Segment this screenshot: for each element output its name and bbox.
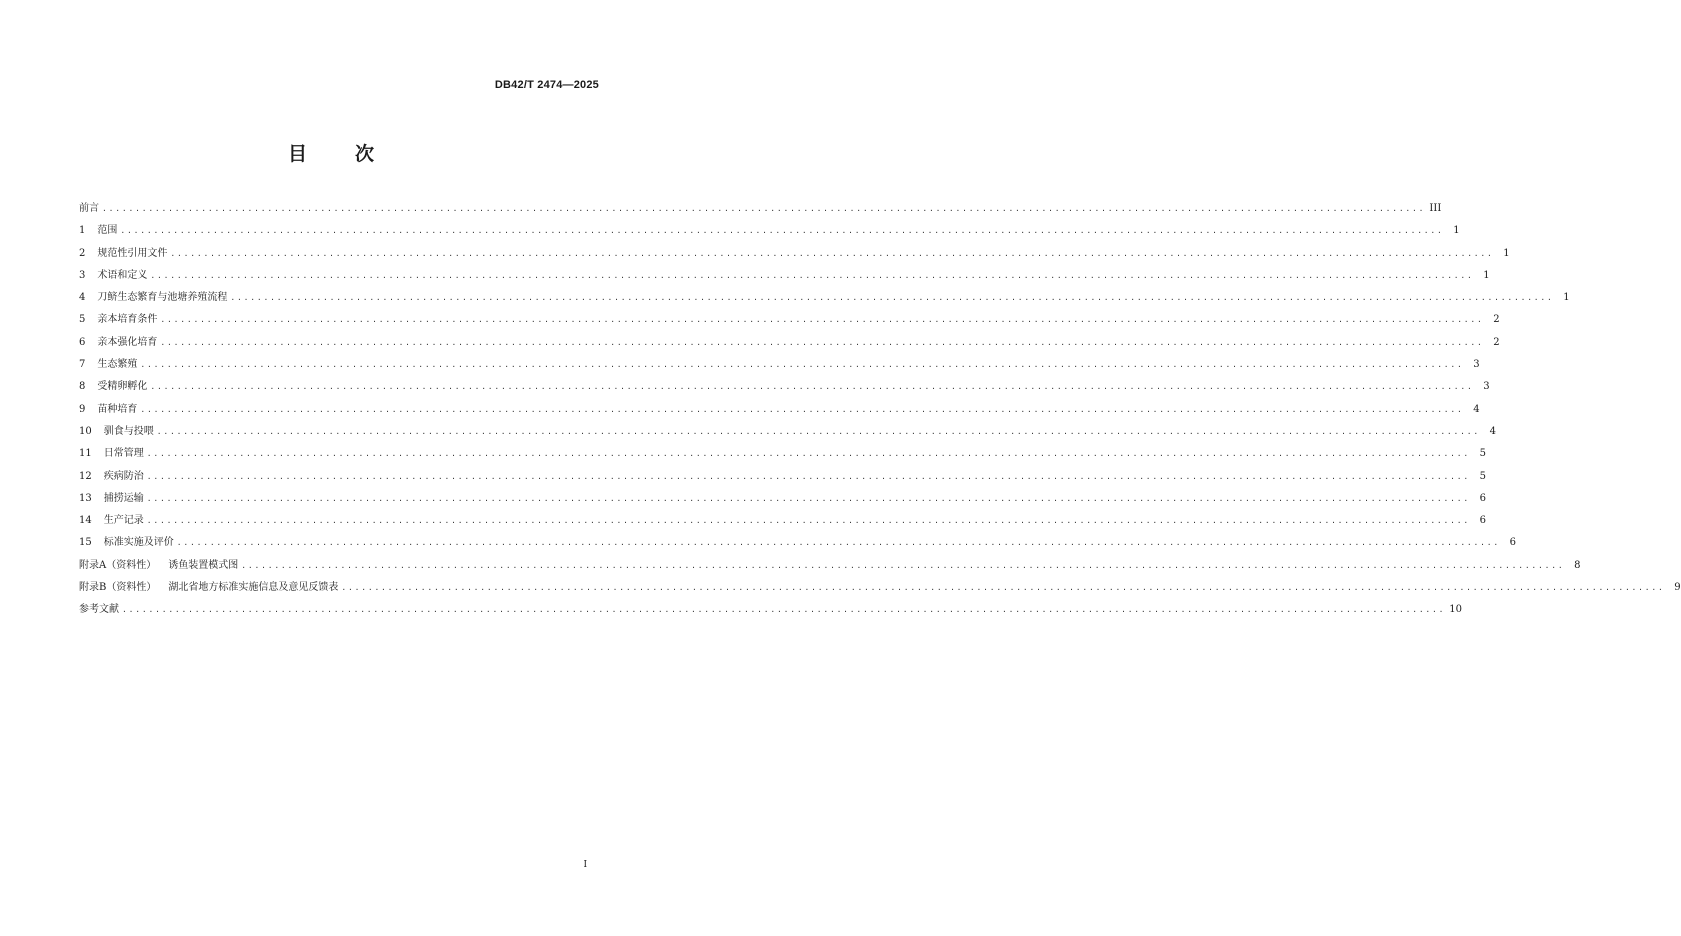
toc-entry-number: 15 [79, 537, 92, 549]
toc-entry-page: 5 [1479, 448, 1487, 460]
toc-entry-label: 苗种培育 [97, 403, 138, 415]
toc-entry-page: 4 [1473, 403, 1480, 415]
toc-entry-page: 2 [1493, 336, 1500, 348]
toc-entry-label: 诱鱼装置模式图 [168, 559, 239, 571]
toc-entry-number: 8 [79, 381, 86, 393]
toc-leader-dots: ........................................................................................................................................................................................................ [146, 516, 1471, 526]
toc-leader-dots: ........................................................................................................................................................................................................ [160, 337, 1484, 347]
toc-entry-label: 受精卵孵化 [97, 381, 148, 393]
toc-entry-number: 14 [79, 515, 92, 527]
toc-entry-page: 3 [1483, 381, 1490, 393]
toc-entry-page: 1 [1453, 225, 1460, 237]
toc-entry-number: 4 [79, 292, 86, 304]
page-title [0, 139, 662, 166]
toc-entry-number: 10 [79, 425, 92, 437]
toc-leader-dots: ........................................................................................................................................................................................................ [176, 538, 1501, 548]
toc-entry-number: 7 [79, 359, 86, 371]
toc-entry-page: 8 [1574, 559, 1581, 571]
toc-entry-label: 湖北省地方标准实施信息及意见反馈表 [168, 582, 339, 594]
toc-entry[interactable] [79, 422, 1497, 444]
toc-entry-page: 2 [1493, 314, 1500, 326]
toc-entry-label: 刀鲚生态繁育与池塘养殖流程 [97, 292, 228, 304]
toc-entry-number: 11 [79, 448, 92, 460]
toc-entry[interactable] [79, 600, 1463, 622]
toc-entry-label: 捕捞运输 [103, 492, 144, 504]
toc-entry-label: 生产记录 [103, 515, 144, 527]
toc-entry-number: 13 [79, 492, 92, 504]
toc-entry-label: 驯食与投喂 [103, 425, 154, 437]
toc-entry[interactable] [79, 333, 1500, 355]
page-number: I [583, 860, 587, 870]
toc-entry-page: 6 [1479, 515, 1487, 527]
toc-entry[interactable] [79, 511, 1487, 533]
toc-entry-label: 亲本培育条件 [97, 314, 158, 326]
toc-entry-label: 术语和定义 [97, 269, 148, 281]
toc-entry-number: 附录B（资料性） [79, 582, 157, 594]
toc-entry-page: 9 [1674, 582, 1681, 594]
toc-leader-dots: ........................................................................................................................................................................................................ [140, 404, 1464, 414]
toc-entry-page: 1 [1563, 292, 1570, 304]
toc-leader-dots: ........................................................................................................................................................................................................ [150, 270, 1474, 280]
toc-entry[interactable] [79, 444, 1487, 466]
toc-leader-dots: ........................................................................................................................................................................................................ [160, 315, 1484, 325]
toc-entry[interactable] [79, 244, 1510, 266]
toc-leader-dots: ........................................................................................................................................................................................................ [170, 248, 1494, 258]
toc-entry-number: 附录A（资料性） [79, 559, 157, 571]
toc-entry[interactable] [79, 578, 1681, 600]
toc-leader-dots: ........................................................................................................................................................................................................ [120, 226, 1444, 236]
toc-entry-number: 1 [79, 225, 86, 237]
toc-entry-label: 疾病防治 [103, 470, 144, 482]
toc-entry-label: 前言 [79, 203, 99, 214]
toc-leader-dots: ........................................................................................................................................................................................................ [150, 382, 1474, 392]
toc-entry-page: 3 [1473, 359, 1480, 371]
toc-entry[interactable] [79, 533, 1517, 555]
toc-entry[interactable] [79, 467, 1487, 489]
toc-entry-number: 9 [79, 403, 86, 415]
toc-entry[interactable] [79, 266, 1490, 288]
toc-entry-number: 5 [79, 314, 86, 326]
document-code: DB42/T 2474—2025 [494, 79, 599, 91]
toc-leader-dots: ........................................................................................................................................................................................................ [241, 560, 1565, 570]
toc-entry[interactable] [79, 310, 1500, 332]
toc-leader-dots: ........................................................................................................................................................................................................ [146, 471, 1471, 481]
toc-entry-label: 参考文献 [79, 604, 119, 616]
toc-entry-page: 1 [1503, 247, 1510, 259]
toc-entry-label: 规范性引用文件 [97, 247, 168, 259]
toc-entry-page: 4 [1489, 425, 1497, 437]
toc-leader-dots: ........................................................................................................................................................................................................ [102, 204, 1426, 213]
toc-leader-dots: ........................................................................................................................................................................................................ [230, 293, 1554, 303]
toc-entry-page: 5 [1479, 470, 1487, 482]
toc-entry[interactable] [79, 556, 1581, 578]
toc-entry[interactable] [79, 400, 1480, 422]
toc-leader-dots: ........................................................................................................................................................................................................ [140, 360, 1464, 370]
toc-entry[interactable] [79, 355, 1480, 377]
toc-entry-label: 生态繁殖 [97, 359, 138, 371]
toc-entry-number: 2 [79, 247, 86, 259]
toc-entry-page: 6 [1509, 537, 1517, 549]
toc-entry-page: 1 [1483, 269, 1490, 281]
toc-leader-dots: ........................................................................................................................................................................................................ [146, 449, 1471, 459]
toc-entry-number: 3 [79, 269, 86, 281]
toc-entry-label: 亲本强化培育 [97, 336, 158, 348]
table-of-contents [79, 199, 1681, 623]
toc-leader-dots: ........................................................................................................................................................................................................ [146, 493, 1471, 503]
toc-entry-number: 12 [79, 470, 92, 482]
toc-entry[interactable] [79, 377, 1490, 399]
toc-leader-dots: ........................................................................................................................................................................................................ [122, 605, 1446, 615]
title-char-2: 次 [355, 143, 375, 165]
toc-entry-label: 日常管理 [103, 448, 144, 460]
toc-entry-label: 标准实施及评价 [103, 537, 174, 549]
toc-entry-label: 范围 [97, 225, 118, 237]
toc-entry[interactable] [79, 199, 1442, 221]
toc-leader-dots: ........................................................................................................................................................................................................ [341, 583, 1665, 593]
toc-entry-page: 10 [1449, 604, 1463, 616]
toc-leader-dots: ........................................................................................................................................................................................................ [156, 426, 1481, 436]
toc-entry[interactable] [79, 288, 1570, 310]
toc-entry[interactable] [79, 489, 1487, 511]
toc-entry-number: 6 [79, 336, 86, 348]
title-char-1: 目 [287, 143, 307, 165]
toc-entry-page: III [1429, 203, 1442, 214]
toc-entry[interactable] [79, 221, 1460, 243]
toc-entry-page: 6 [1479, 492, 1487, 504]
